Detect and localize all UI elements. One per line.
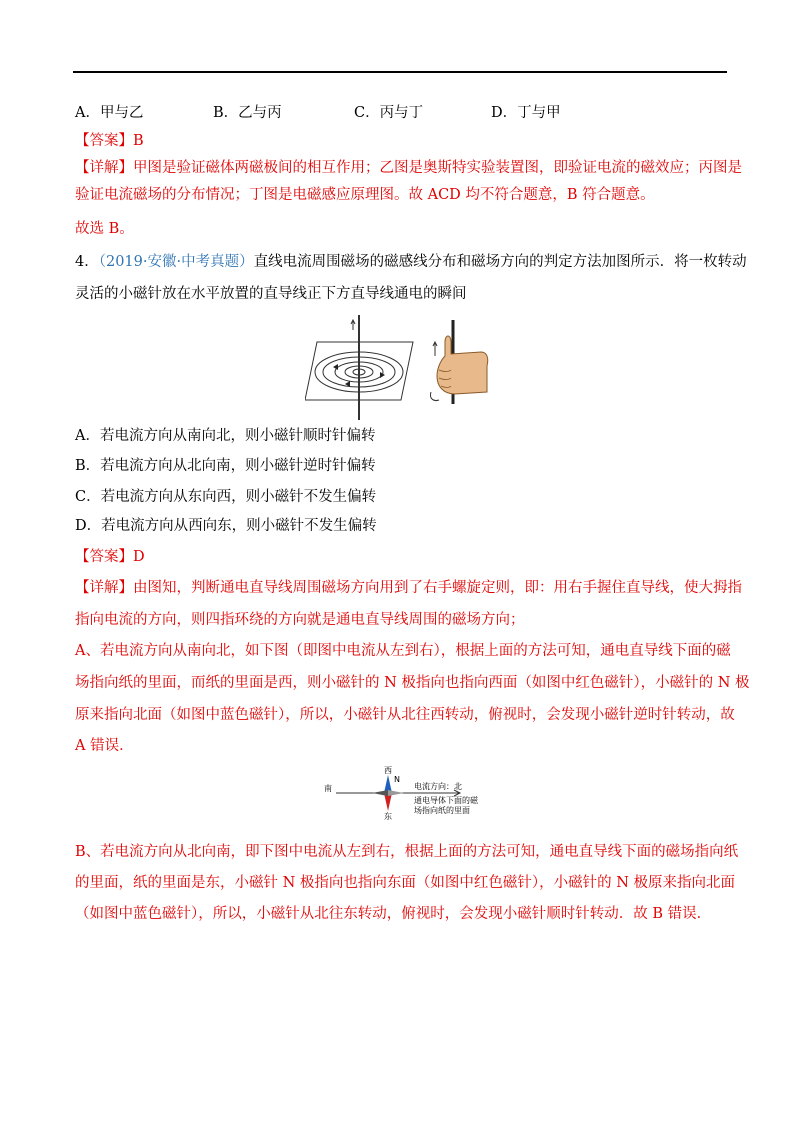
q4-detail-line-5: 原来指向北面（如图中蓝色磁针），所以，小磁针从北往西转动，俯视时，会发现小磁针逆时针转动，故 (75, 707, 735, 723)
q4-detail-line-4: 场指向纸的里面，而纸的里面是西，则小磁针的 N 极指向也指向西面（如图中红色磁针），小磁针的 N 极 (75, 675, 750, 691)
q4-detail-line-6: A 错误． (75, 738, 134, 754)
q4-option-b: B．若电流方向从北向南，则小磁针逆时针偏转 (75, 458, 376, 474)
q4-option-d: D．若电流方向从西向东，则小磁针不发生偏转 (75, 518, 377, 534)
q4-option-a: A．若电流方向从南向北，则小磁针顺时针偏转 (75, 428, 376, 444)
q3-detail-line-3: 故选 B。 (75, 221, 134, 237)
q3-option-d: D．丁与甲 (491, 105, 561, 121)
q4-detail-line-9: （如图中蓝色磁针），所以，小磁针从北往东转动，俯视时，会发现小磁针顺时针转动．故 B 错误． (75, 906, 712, 922)
right-hand-figure (430, 320, 487, 404)
q3-option-c: C．丙与丁 (354, 105, 424, 121)
q4-stem-line-2: 灵活的小磁针放在水平放置的直导线正下方直导线通电的瞬间 (75, 286, 467, 302)
q4-detail-line-7: B、若电流方向从北向南，即下图中电流从左到右，根据上面的方法可知，通电直导线下面的磁场指向纸 (75, 844, 739, 860)
field-note-line-1: 通电导体下面的磁 (414, 796, 478, 805)
q4-detail-line-3: A、若电流方向从南向北，如下图（即图中电流从左到右），根据上面的方法可知，通电直导线下面的磁 (75, 643, 731, 659)
q4-stem-line-1 (75, 252, 747, 272)
east-label: 东 (384, 812, 392, 820)
q3-detail-line-2: 验证电流磁场的分布情况；丁图是电磁感应原理图。故 ACD 均不符合题意，B 符合题意。 (75, 187, 655, 203)
current-direction-label: 电流方向：北 (414, 782, 462, 791)
q4-answer: 【答案】D (75, 549, 145, 565)
south-label: 南 (324, 784, 332, 793)
q3-option-a: A．甲与乙 (75, 105, 144, 121)
compass-wire-figure (322, 765, 487, 820)
n-pole-label: N (394, 775, 400, 784)
magnetic-field-figure (305, 312, 490, 422)
q4-number: 4． (75, 254, 99, 270)
q4-source: （2019·安徽·中考真题） (98, 254, 254, 270)
header-rule (73, 71, 727, 73)
q4-option-c: C．若电流方向从东向西，则小磁针不发生偏转 (75, 489, 377, 505)
q3-answer: 【答案】B (75, 133, 144, 149)
q3-option-b: B．乙与丙 (213, 105, 282, 121)
q4-detail-line-8: 的里面，纸的里面是东，小磁针 N 极指向也指向东面（如图中红色磁针），小磁针的 N 极原来指向北面 (75, 875, 736, 891)
west-label: 西 (384, 766, 392, 775)
q4-stem-text-1: 直线电流周围磁场的磁感线分布和磁场方向的判定方法加图所示．将一枚转动 (253, 254, 747, 270)
q3-detail-line-1: 【详解】甲图是验证磁体两磁极间的相互作用；乙图是奥斯特实验装置图，即验证电流的磁效应；丙图是 (75, 160, 742, 176)
q4-detail-line-1: 【详解】由图知，判断通电直导线周围磁场方向用到了右手螺旋定则，即：用右手握住直导线，使大拇指 (75, 580, 742, 596)
q4-detail-line-2: 指向电流的方向，则四指环绕的方向就是通电直导线周围的磁场方向； (75, 612, 525, 628)
field-note-line-2: 场指向纸的里面 (414, 806, 470, 815)
